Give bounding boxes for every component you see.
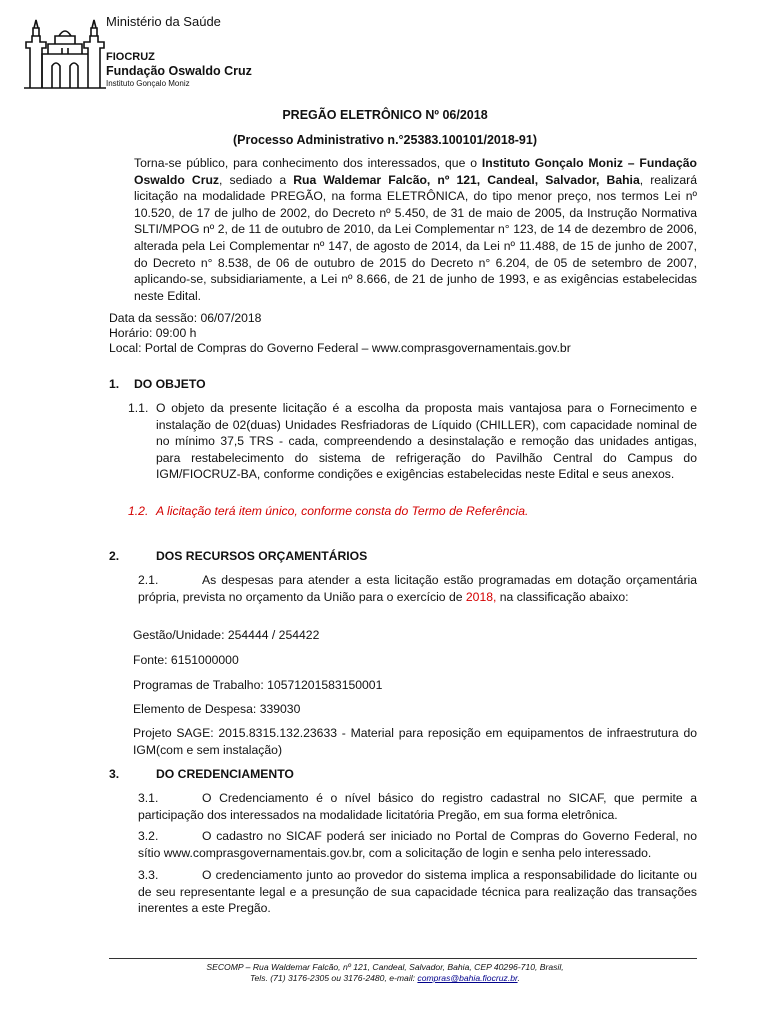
- section3-item2: [138, 828, 697, 861]
- section3-number: 3.: [109, 767, 120, 781]
- castle-icon: [22, 14, 108, 90]
- section3-item2-text: O cadastro no SICAF poderá ser iniciado no Portal de Compras do Governo Federal, no sítio www.comprasgovernamentais.gov.br, com a solicitação de login e senha pelo interessado.: [138, 829, 697, 860]
- section2-item1-text-a: As despesas para atender a esta licitação estão programadas em dotação orçamentária própria, prevista no orçamento da União para o exercício de: [138, 573, 697, 604]
- footer-email-link[interactable]: compras@bahia.fiocruz.br: [417, 973, 518, 983]
- section3-title: DO CREDENCIAMENTO: [156, 767, 294, 781]
- section3-item3: [138, 867, 697, 917]
- programa-trabalho: Programas de Trabalho: 10571201583150001: [133, 678, 383, 692]
- intro-text-3: , realizará licitação na modalidade PREGÃO, na forma ELETRÔNICA, do tipo menor preço, nos termos Lei nº 10.520, de 17 de julho de 2002, do Decreto nº 5.450, de 31 de maio de 2005, da Instrução Normativa SLTI/MPOG nº 2, de 11 de outubro de 2010, da Lei Complementar n° 123, de 14 de dezembro de 2006, alterada pela Lei Complementar nº 147, de agosto de 2014, da Lei nº 11.488, de 15 de junho de 2007, do Decreto n° 8.538, de 06 de outubro de 2015 do Decreto n° 6.204, de 05 de setembro de 2007, aplicando-se, subsidiariamente, a Lei nº 8.666, de 21 de junho de 1993, e as exigências estabelecidas neste Edital.: [134, 172, 697, 303]
- org-name-label: Fundação Oswaldo Cruz: [106, 64, 252, 78]
- section1-item2-text: A licitação terá item único, conforme consta do Termo de Referência.: [156, 504, 529, 518]
- section1-item1-text: O objeto da presente licitação é a escolha da proposta mais vantajosa para o Fornecimento e instalação de 02(duas) Unidades Resfriadoras de Líquido (CHILLER), com capacidade nominal de no mínimo 37,5 TRS - cada, compreendendo a desinstalação e remoção das unidades antigas, para restabelecimento do sistema de refrigeração do Pavilhão Central do Campus do IGM/FIOCRUZ-BA, conforme condições e exigências estabelecidas neste Edital e seus anexos.: [156, 401, 697, 482]
- intro-paragraph: [134, 155, 697, 304]
- intro-text-2: , sediado a: [219, 172, 294, 187]
- section3-item1: [138, 790, 697, 823]
- intro-text-1: Torna-se público, para conhecimento dos interessados, que o: [134, 156, 482, 170]
- section1-title: DO OBJETO: [134, 377, 206, 391]
- projeto-sage: Projeto SAGE: 2015.8315.132.23633 - Material para reposição em equipamentos de infraestrutura do IGM(com e sem instalação): [133, 726, 697, 757]
- intro-address: Rua Waldemar Falcão, nº 121, Candeal, Salvador, Bahia: [293, 172, 640, 187]
- section2-year: 2018,: [465, 589, 497, 604]
- section2-item1-number: 2.1.: [138, 573, 159, 587]
- section3-item1-text: O Credenciamento é o nível básico do registro cadastral no SICAF, que permite a participação dos interessados na modalidade licitatória Pregão, em sua forma eletrônica.: [138, 791, 697, 822]
- gestao-unidade: Gestão/Unidade: 254444 / 254422: [133, 628, 320, 642]
- section2-number: 2.: [109, 549, 120, 563]
- section2-item1: [138, 572, 697, 605]
- section3-item1-number: 3.1.: [138, 791, 159, 805]
- section3-item3-text: O credenciamento junto ao provedor do sistema implica a responsabilidade do licitante ou de seu representante legal e a presunção de sua capacidade técnica para realização das transações inerentes a este Pregão.: [138, 868, 697, 916]
- intro-institute: Instituto Gonçalo Moniz – Fundação Oswaldo Cruz: [134, 156, 697, 187]
- page-title: PREGÃO ELETRÔNICO Nº 06/2018: [282, 108, 488, 122]
- session-date: Data da sessão: 06/07/2018: [109, 311, 262, 325]
- footer-address: SECOMP – Rua Waldemar Falcão, nº 121, Candeal, Salvador, Bahia, CEP 40296-710, Brasil,: [206, 962, 564, 972]
- footer-contact: [0, 973, 770, 983]
- elemento-despesa: Elemento de Despesa: 339030: [133, 702, 301, 716]
- ministry-label: Ministério da Saúde: [106, 14, 221, 29]
- section1-item2-number: 1.2.: [128, 504, 149, 518]
- section2-item1-text-b: na classificação abaixo:: [496, 589, 629, 604]
- session-time: Horário: 09:00 h: [109, 326, 197, 340]
- section3-item3-number: 3.3.: [138, 868, 159, 882]
- footer-divider: [109, 958, 697, 959]
- org-short-label: FIOCRUZ: [106, 51, 155, 63]
- section1-number: 1.: [109, 377, 120, 391]
- process-number: (Processo Administrativo n.°25383.100101/2018-91): [233, 133, 537, 147]
- footer-phones: Tels. (71) 3176-2305 ou 3176-2480, e-mail:: [250, 973, 418, 983]
- institute-label: Instituto Gonçalo Moniz: [106, 79, 190, 88]
- section2-title: DOS RECURSOS ORÇAMENTÁRIOS: [156, 549, 368, 563]
- section1-item1-number: 1.1.: [128, 401, 149, 415]
- section3-item2-number: 3.2.: [138, 829, 159, 843]
- fiocruz-logo: [22, 14, 272, 90]
- session-place: Local: Portal de Compras do Governo Federal – www.comprasgovernamentais.gov.br: [109, 341, 571, 355]
- footer-period: .: [517, 973, 520, 983]
- fonte: Fonte: 6151000000: [133, 653, 239, 667]
